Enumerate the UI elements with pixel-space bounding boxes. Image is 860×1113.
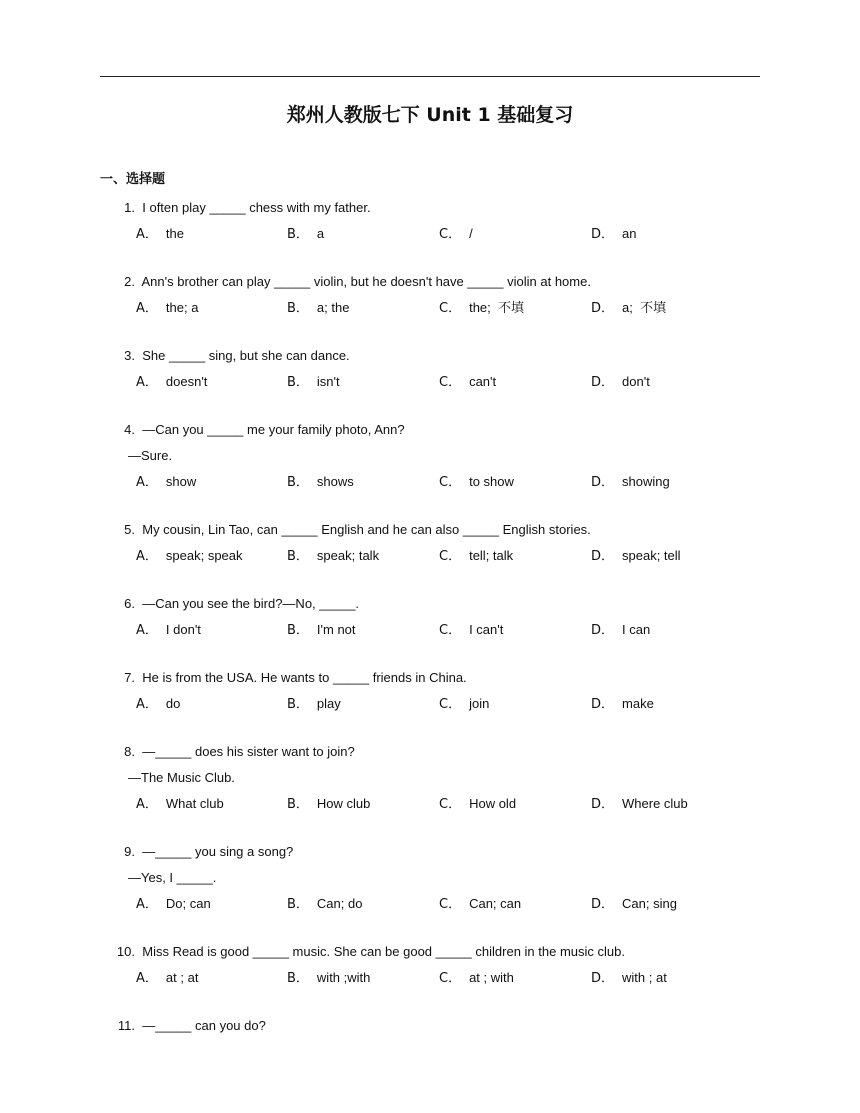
- option-text: show: [165, 474, 197, 489]
- question-stem: —_____ can you do?: [142, 1018, 266, 1033]
- question-stem-continued: —The Music Club.: [128, 770, 235, 785]
- option-d[interactable]: [591, 968, 667, 989]
- option-text: speak; speak: [165, 548, 243, 563]
- option-letter: B．: [287, 549, 309, 564]
- option-text: a; 不填: [622, 300, 667, 315]
- option-b[interactable]: [287, 298, 349, 319]
- option-text: /: [469, 226, 473, 241]
- option-text: with ;with: [316, 970, 371, 985]
- option-a[interactable]: [136, 298, 198, 319]
- option-b[interactable]: [287, 372, 340, 393]
- question-stem: Ann's brother can play _____ violin, but he doesn't have _____ violin at home.: [141, 274, 591, 289]
- option-c[interactable]: [439, 894, 521, 915]
- option-letter: A．: [136, 697, 158, 712]
- option-letter: D．: [591, 301, 615, 316]
- option-text: Where club: [622, 796, 688, 811]
- answer-options: [100, 224, 800, 246]
- option-a[interactable]: [136, 694, 180, 715]
- question-stem: Miss Read is good _____ music. She can be good _____ children in the music club.: [142, 944, 625, 959]
- question-item: [100, 346, 800, 394]
- option-letter: B．: [287, 623, 309, 638]
- question-number: 1.: [124, 200, 135, 215]
- answer-options: [100, 472, 800, 494]
- option-letter: B．: [287, 375, 309, 390]
- option-text: I can: [622, 622, 651, 637]
- option-text: the: [165, 226, 184, 241]
- option-letter: C．: [439, 549, 462, 564]
- option-letter: D．: [591, 971, 615, 986]
- option-c[interactable]: [439, 372, 496, 393]
- option-text: Can; do: [316, 896, 363, 911]
- option-letter: D．: [591, 797, 615, 812]
- option-letter: C．: [439, 623, 462, 638]
- question-number: 6.: [124, 596, 135, 611]
- option-letter: B．: [287, 301, 309, 316]
- option-letter: C．: [439, 697, 462, 712]
- option-d[interactable]: [591, 694, 654, 715]
- document-title: 郑州人教版七下 Unit 1 基础复习: [286, 104, 574, 126]
- question-number: 11.: [117, 1018, 135, 1033]
- option-text: I'm not: [316, 622, 356, 637]
- option-letter: A．: [136, 375, 158, 390]
- option-text: isn't: [316, 374, 340, 389]
- option-d[interactable]: [591, 894, 677, 915]
- option-c[interactable]: [439, 546, 513, 567]
- question-list: [100, 198, 800, 1068]
- option-b[interactable]: [287, 968, 370, 989]
- option-text: don't: [622, 374, 650, 389]
- option-d[interactable]: [591, 620, 650, 641]
- option-d[interactable]: [591, 224, 636, 245]
- option-letter: C．: [439, 227, 462, 242]
- option-letter: B．: [287, 797, 309, 812]
- option-a[interactable]: [136, 472, 196, 493]
- option-text: What club: [165, 796, 224, 811]
- option-text: with ; at: [622, 970, 667, 985]
- option-letter: D．: [591, 375, 615, 390]
- question-stem: She _____ sing, but she can dance.: [142, 348, 350, 363]
- option-letter: C．: [439, 375, 462, 390]
- question-item: [100, 272, 800, 320]
- question-stem: —Can you see the bird?—No, _____.: [142, 596, 360, 611]
- answer-options: [100, 894, 800, 916]
- option-b[interactable]: [287, 620, 356, 641]
- question-stem: —_____ does his sister want to join?: [142, 744, 355, 759]
- option-text: at ; with: [469, 970, 514, 985]
- option-letter: D．: [591, 475, 615, 490]
- option-a[interactable]: [136, 794, 224, 815]
- option-text: showing: [622, 474, 670, 489]
- question-item: [100, 842, 800, 916]
- option-b[interactable]: [287, 794, 370, 815]
- option-b[interactable]: [287, 546, 379, 567]
- option-d[interactable]: [591, 472, 670, 493]
- option-c[interactable]: [439, 472, 514, 493]
- question-stem: My cousin, Lin Tao, can _____ English and he can also _____ English stories.: [142, 522, 591, 537]
- question-stem-continued: —Sure.: [128, 448, 173, 463]
- question-stem: —_____ you sing a song?: [142, 844, 294, 859]
- option-text: doesn't: [165, 374, 208, 389]
- question-item: [100, 1016, 800, 1042]
- option-c[interactable]: [439, 968, 514, 989]
- option-c[interactable]: [439, 694, 489, 715]
- question-item: [100, 520, 800, 568]
- option-letter: C．: [439, 475, 462, 490]
- option-a[interactable]: [136, 620, 201, 641]
- option-b[interactable]: [287, 224, 324, 245]
- question-stem-continued: —Yes, I _____.: [128, 870, 217, 885]
- option-text: speak; talk: [316, 548, 380, 563]
- answer-options: [100, 794, 800, 816]
- option-text: play: [316, 696, 341, 711]
- option-text: do: [165, 696, 181, 711]
- option-letter: A．: [136, 475, 158, 490]
- option-letter: A．: [136, 971, 158, 986]
- question-number: 4.: [124, 422, 135, 437]
- option-text: can't: [469, 374, 497, 389]
- option-d[interactable]: [591, 298, 666, 319]
- option-b[interactable]: [287, 472, 354, 493]
- option-text: to show: [469, 474, 514, 489]
- question-item: [100, 668, 800, 716]
- option-letter: D．: [591, 623, 615, 638]
- question-item: [100, 942, 800, 990]
- question-number: 8.: [124, 744, 135, 759]
- option-text: at ; at: [165, 970, 199, 985]
- option-letter: A．: [136, 227, 158, 242]
- question-item: [100, 742, 800, 816]
- option-b[interactable]: [287, 894, 362, 915]
- option-letter: A．: [136, 897, 158, 912]
- option-text: a; the: [316, 300, 350, 315]
- option-text: speak; tell: [622, 548, 681, 563]
- answer-options: [100, 694, 800, 716]
- option-letter: B．: [287, 475, 309, 490]
- option-letter: C．: [439, 301, 462, 316]
- option-a[interactable]: [136, 546, 243, 567]
- option-c[interactable]: [439, 620, 503, 641]
- option-text: I can't: [469, 622, 504, 637]
- question-number: 3.: [124, 348, 135, 363]
- option-letter: B．: [287, 697, 309, 712]
- option-b[interactable]: [287, 694, 341, 715]
- option-letter: B．: [287, 971, 309, 986]
- option-text: How old: [469, 796, 517, 811]
- option-a[interactable]: [136, 372, 207, 393]
- option-text: I don't: [165, 622, 201, 637]
- option-letter: B．: [287, 227, 309, 242]
- question-number: 10.: [116, 944, 135, 959]
- option-letter: C．: [439, 797, 462, 812]
- option-text: join: [469, 696, 490, 711]
- option-text: make: [622, 696, 654, 711]
- question-stem: —Can you _____ me your family photo, Ann?: [142, 422, 405, 437]
- answer-options: [100, 546, 800, 568]
- option-letter: C．: [439, 897, 462, 912]
- question-stem: He is from the USA. He wants to _____ friends in China.: [142, 670, 467, 685]
- option-letter: A．: [136, 301, 158, 316]
- option-c[interactable]: [439, 794, 516, 815]
- question-number: 7.: [124, 670, 135, 685]
- option-c[interactable]: [439, 224, 473, 245]
- option-text: the; 不填: [469, 300, 524, 315]
- option-text: Do; can: [165, 896, 211, 911]
- option-d[interactable]: [591, 546, 681, 567]
- option-letter: D．: [591, 227, 615, 242]
- option-text: shows: [316, 474, 354, 489]
- option-letter: A．: [136, 797, 158, 812]
- option-text: tell; talk: [469, 548, 514, 563]
- question-item: [100, 198, 800, 246]
- option-a[interactable]: [136, 894, 211, 915]
- section-heading: 一、选择题: [100, 172, 166, 187]
- option-letter: A．: [136, 549, 158, 564]
- option-letter: B．: [287, 897, 309, 912]
- option-letter: A．: [136, 623, 158, 638]
- question-item: [100, 594, 800, 642]
- header-rule: [100, 76, 760, 77]
- answer-options: [100, 968, 800, 990]
- option-c[interactable]: [439, 298, 524, 319]
- option-d[interactable]: [591, 794, 688, 815]
- option-d[interactable]: [591, 372, 650, 393]
- option-letter: D．: [591, 697, 615, 712]
- answer-options: [100, 298, 800, 320]
- option-text: a: [316, 226, 325, 241]
- option-a[interactable]: [136, 968, 198, 989]
- option-text: the; a: [165, 300, 199, 315]
- option-text: Can; sing: [622, 896, 677, 911]
- option-letter: D．: [591, 549, 615, 564]
- question-number: 2.: [124, 274, 135, 289]
- option-text: How club: [316, 796, 371, 811]
- answer-options: [100, 620, 800, 642]
- question-item: [100, 420, 800, 494]
- question-stem: I often play _____ chess with my father.: [142, 200, 371, 215]
- answer-options: [100, 372, 800, 394]
- option-a[interactable]: [136, 224, 184, 245]
- question-number: 9.: [124, 844, 135, 859]
- option-text: an: [622, 226, 637, 241]
- question-number: 5.: [124, 522, 135, 537]
- option-letter: D．: [591, 897, 615, 912]
- option-letter: C．: [439, 971, 462, 986]
- option-text: Can; can: [469, 896, 522, 911]
